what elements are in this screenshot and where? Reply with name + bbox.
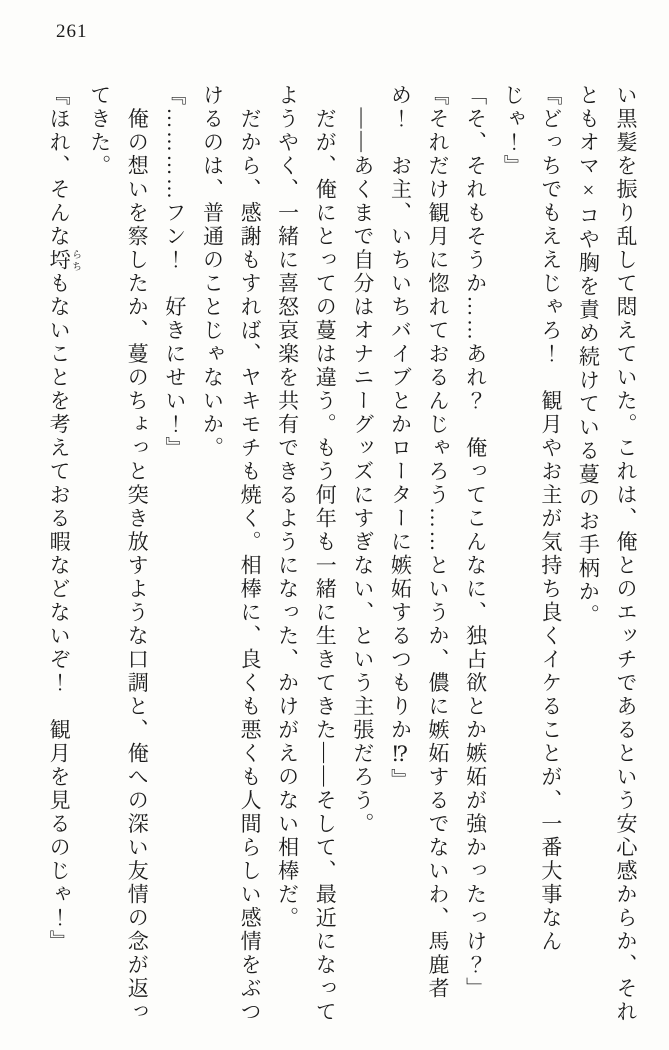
text-line: 『どっちでもええじゃろ！ 観月やお主が気持ち良くイケることが、一番大事なん: [538, 84, 563, 954]
text-line: 「そ、それもそうか……あれ？ 俺ってこんなに、独占欲とか嫉妬が強かったっけ？」: [463, 84, 488, 1001]
text-line: だが、俺にとっての蔓は違う。もう何年も一緒に生きてきた――そして、最近になって: [313, 84, 338, 1024]
ruby-annotated-word: 埒らち: [47, 248, 81, 272]
text-line: けるのは、普通のことじゃないか。: [200, 84, 225, 460]
page-number: 261: [56, 21, 88, 42]
text-line: め！ お主、いちいちバイブとかローターに嫉妬するつもりか⁉』: [388, 84, 413, 792]
text-line: 『それだけ観月に惚れておるんじゃろう……というか、儂に嫉妬するでないわ、馬鹿者: [426, 84, 451, 1001]
text-line: ともオマ×コや胸を責め続けている蔓のお手柄か。: [576, 84, 601, 628]
text-line: 俺の想いを察したか、蔓のちょっと突き放すような口調と、俺への深い友情の念が返っ: [125, 84, 150, 1024]
text-line: だから、感謝もすれば、ヤキモチも焼く。相棒に、良くも悪くも人間らしい感情をぶつ: [238, 84, 263, 1024]
text-line: ――あくまで自分はオナニーグッズにすぎない、という主張だろう。: [350, 84, 375, 836]
text-line: てきた。: [87, 84, 112, 178]
text-line: 『…………フン！ 好きにせい！』: [162, 84, 187, 460]
text-line: 『ほれ、そんな埒らちもないことを考えておる暇などないぞ！ 観月を見るのじゃ！』: [47, 84, 81, 954]
text-line: ようやく、一緒に喜怒哀楽を共有できるようになった、かけがえのない相棒だ。: [275, 84, 300, 930]
page-text: [40, 84, 644, 1036]
text-line: い黒髪を振り乱して悶えていた。これは、俺とのエッチであるという安心感からか、それ: [614, 84, 638, 1024]
text-line: じゃ！』: [501, 84, 526, 178]
